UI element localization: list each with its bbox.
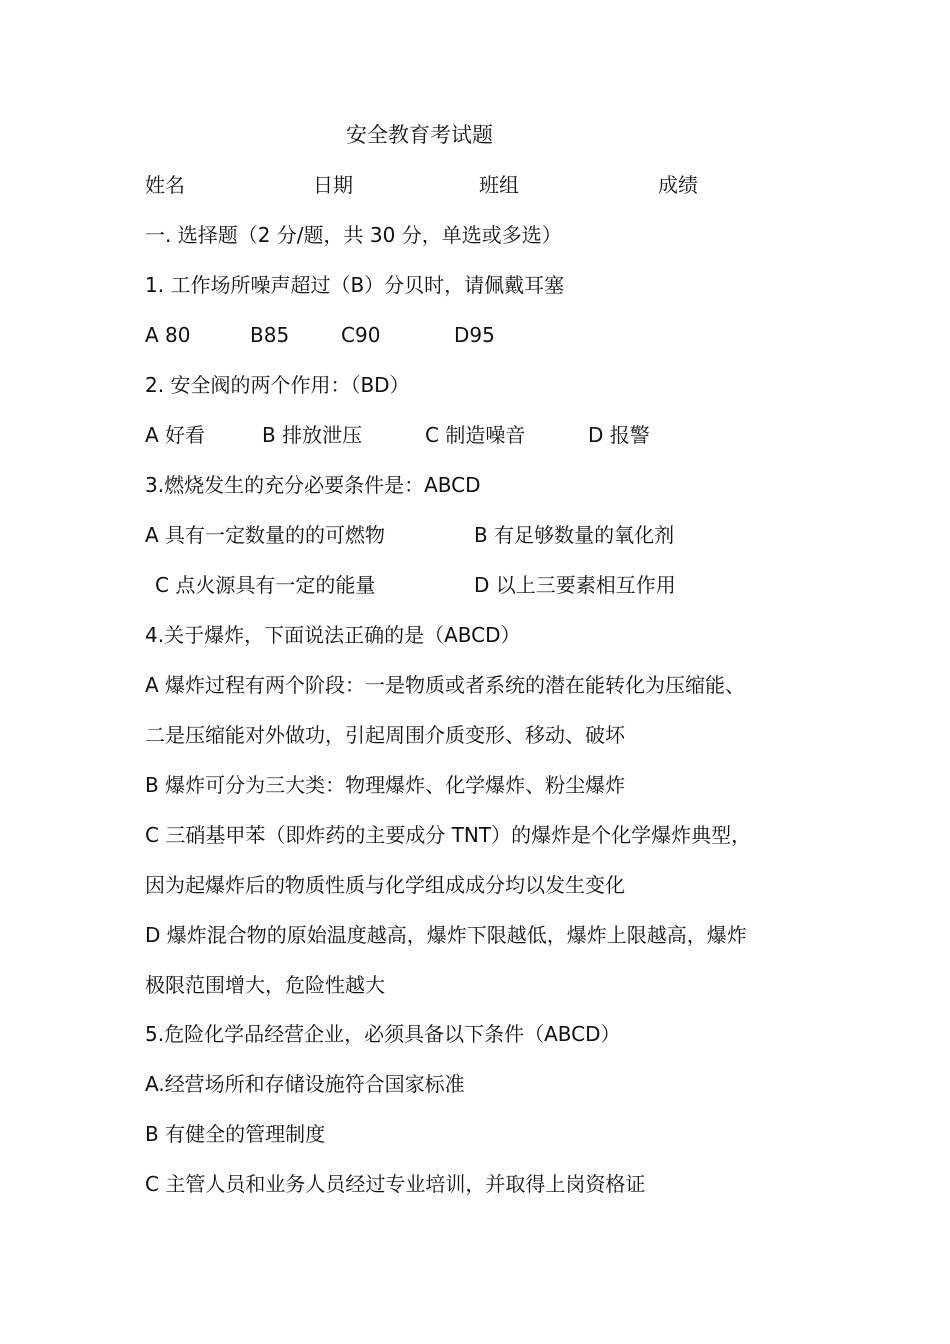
question-4: 4.关于爆炸，下面说法正确的是（ABCD） xyxy=(145,623,521,647)
q2-option-d: D 报警 xyxy=(588,423,650,447)
q4-line: C 三硝基甲苯（即炸药的主要成分 TNT）的爆炸是个化学爆炸典型， xyxy=(145,823,752,847)
q5-line: B 有健全的管理制度 xyxy=(145,1122,326,1146)
q2-option-a: A 好看 xyxy=(145,423,206,447)
name-field-label: 姓名 xyxy=(145,173,185,197)
q1-option-b: B85 xyxy=(250,323,290,347)
q5-line: C 主管人员和业务人员经过专业培训，并取得上岗资格证 xyxy=(145,1172,646,1196)
q5-line: A.经营场所和存储设施符合国家标准 xyxy=(145,1072,465,1096)
q4-line: A 爆炸过程有两个阶段：一是物质或者系统的潜在能转化为压缩能、 xyxy=(145,673,746,697)
q3-option-d: D 以上三要素相互作用 xyxy=(474,573,676,597)
question-2: 2. 安全阀的两个作用：（BD） xyxy=(145,373,410,397)
question-3: 3.燃烧发生的充分必要条件是：ABCD xyxy=(145,473,481,497)
q4-line: B 爆炸可分为三大类：物理爆炸、化学爆炸、粉尘爆炸 xyxy=(145,773,626,797)
group-field-label: 班组 xyxy=(479,173,519,197)
q1-option-c: C90 xyxy=(341,323,381,347)
question-1: 1. 工作场所噪声超过（B）分贝时，请佩戴耳塞 xyxy=(145,273,565,297)
q4-line: D 爆炸混合物的原始温度越高，爆炸下限越低，爆炸上限越高，爆炸 xyxy=(145,923,747,947)
page-title: 安全教育考试题 xyxy=(346,123,493,147)
q4-line: 二是压缩能对外做功，引起周围介质变形、移动、破坏 xyxy=(145,723,625,747)
q4-line: 极限范围增大，危险性越大 xyxy=(145,973,385,997)
q3-option-b: B 有足够数量的氧化剂 xyxy=(474,523,675,547)
q3-option-c: C 点火源具有一定的能量 xyxy=(155,573,376,597)
date-field-label: 日期 xyxy=(313,173,353,197)
score-field-label: 成绩 xyxy=(658,173,698,197)
q3-option-a: A 具有一定数量的的可燃物 xyxy=(145,523,386,547)
q2-option-c: C 制造噪音 xyxy=(425,423,526,447)
q1-option-a: A 80 xyxy=(145,323,191,347)
section-heading: 一. 选择题（2 分/题，共 30 分，单选或多选） xyxy=(145,223,562,247)
q4-line: 因为起爆炸后的物质性质与化学组成成分均以发生变化 xyxy=(145,873,625,897)
question-5: 5.危险化学品经营企业，必须具备以下条件（ABCD） xyxy=(145,1022,621,1046)
q2-option-b: B 排放泄压 xyxy=(262,423,363,447)
q1-option-d: D95 xyxy=(454,323,495,347)
